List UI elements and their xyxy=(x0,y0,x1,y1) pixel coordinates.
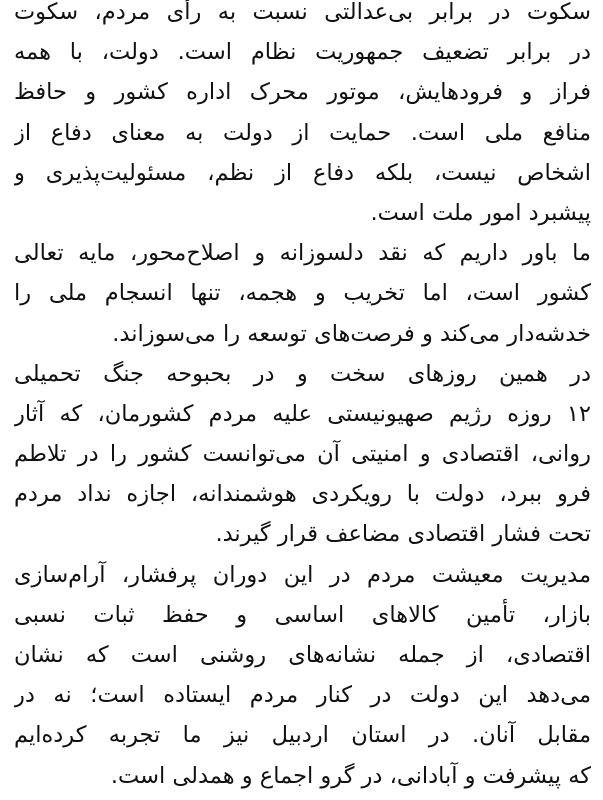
text-line: ۱۲ روزه رژیم صهیونیستی علیه مردم کشورمان، که آثار xyxy=(14,400,591,427)
text-line: روانی، اقتصادی و امنیتی آن می‌توانست کشور را در تلاطم xyxy=(14,441,591,468)
text-line: در همین روزهای سخت و در بحبوحه جنگ تحمیلی xyxy=(14,360,591,387)
text-line: کشور است، اما تخریب و هجمه، تنها انسجام ملی را xyxy=(14,280,591,307)
text-line: فرو ببرد، دولت با رویکردی هوشمندانه، اجازه نداد مردم xyxy=(14,481,591,508)
text-line: منافع ملی است. حمایت از دولت به معنای دفاع از xyxy=(14,119,591,146)
text-line: فراز و فرودهایش، موتور محرک اداره کشور و حافظ xyxy=(14,79,591,106)
text-line: که پیشرفت و آبادانی، در گرو اجماع و همدلی است. xyxy=(110,762,591,789)
paragraph-1 xyxy=(14,0,591,233)
text-line: در برابر تضعیف جمهوریت نظام است. دولت، با همه xyxy=(14,39,591,66)
text-line: ما باور داریم که نقد دلسوزانه و اصلاح‌محور، مایه تعالی xyxy=(14,240,591,267)
text-line: اشخاص نیست، بلکه دفاع از نظم، مسئولیت‌پذیری و xyxy=(14,159,591,186)
text-line: مدیریت معیشت مردم در این دوران پرفشار، آرام‌سازی xyxy=(14,561,591,588)
text-line: اقتصادی، از جمله نشانه‌های روشنی است که نشان xyxy=(14,642,591,668)
paragraph-4 xyxy=(14,555,591,796)
text-line: تحت فشار اقتصادی مضاعف قرار گیرند. xyxy=(215,521,591,548)
paragraph-2 xyxy=(14,233,591,354)
text-line: مقابل آنان. در استان اردبیل نیز ما تجربه کرده‌ایم xyxy=(14,722,591,749)
text-line: بازار، تأمین کالاهای اساسی و حفظ ثبات نسبی xyxy=(14,601,591,628)
paragraph-3 xyxy=(14,354,591,555)
text-line: سکوت در برابر بی‌عدالتی نسبت به رأی مردم، سکوت xyxy=(14,0,591,25)
text-line: پیشبرد امور ملت است. xyxy=(370,199,591,226)
text-line: خدشه‌دار می‌کند و فرصت‌های توسعه را می‌سوزاند. xyxy=(112,320,591,347)
text-line: می‌دهد این دولت در کنار مردم ایستاده است؛ نه در xyxy=(14,682,591,709)
